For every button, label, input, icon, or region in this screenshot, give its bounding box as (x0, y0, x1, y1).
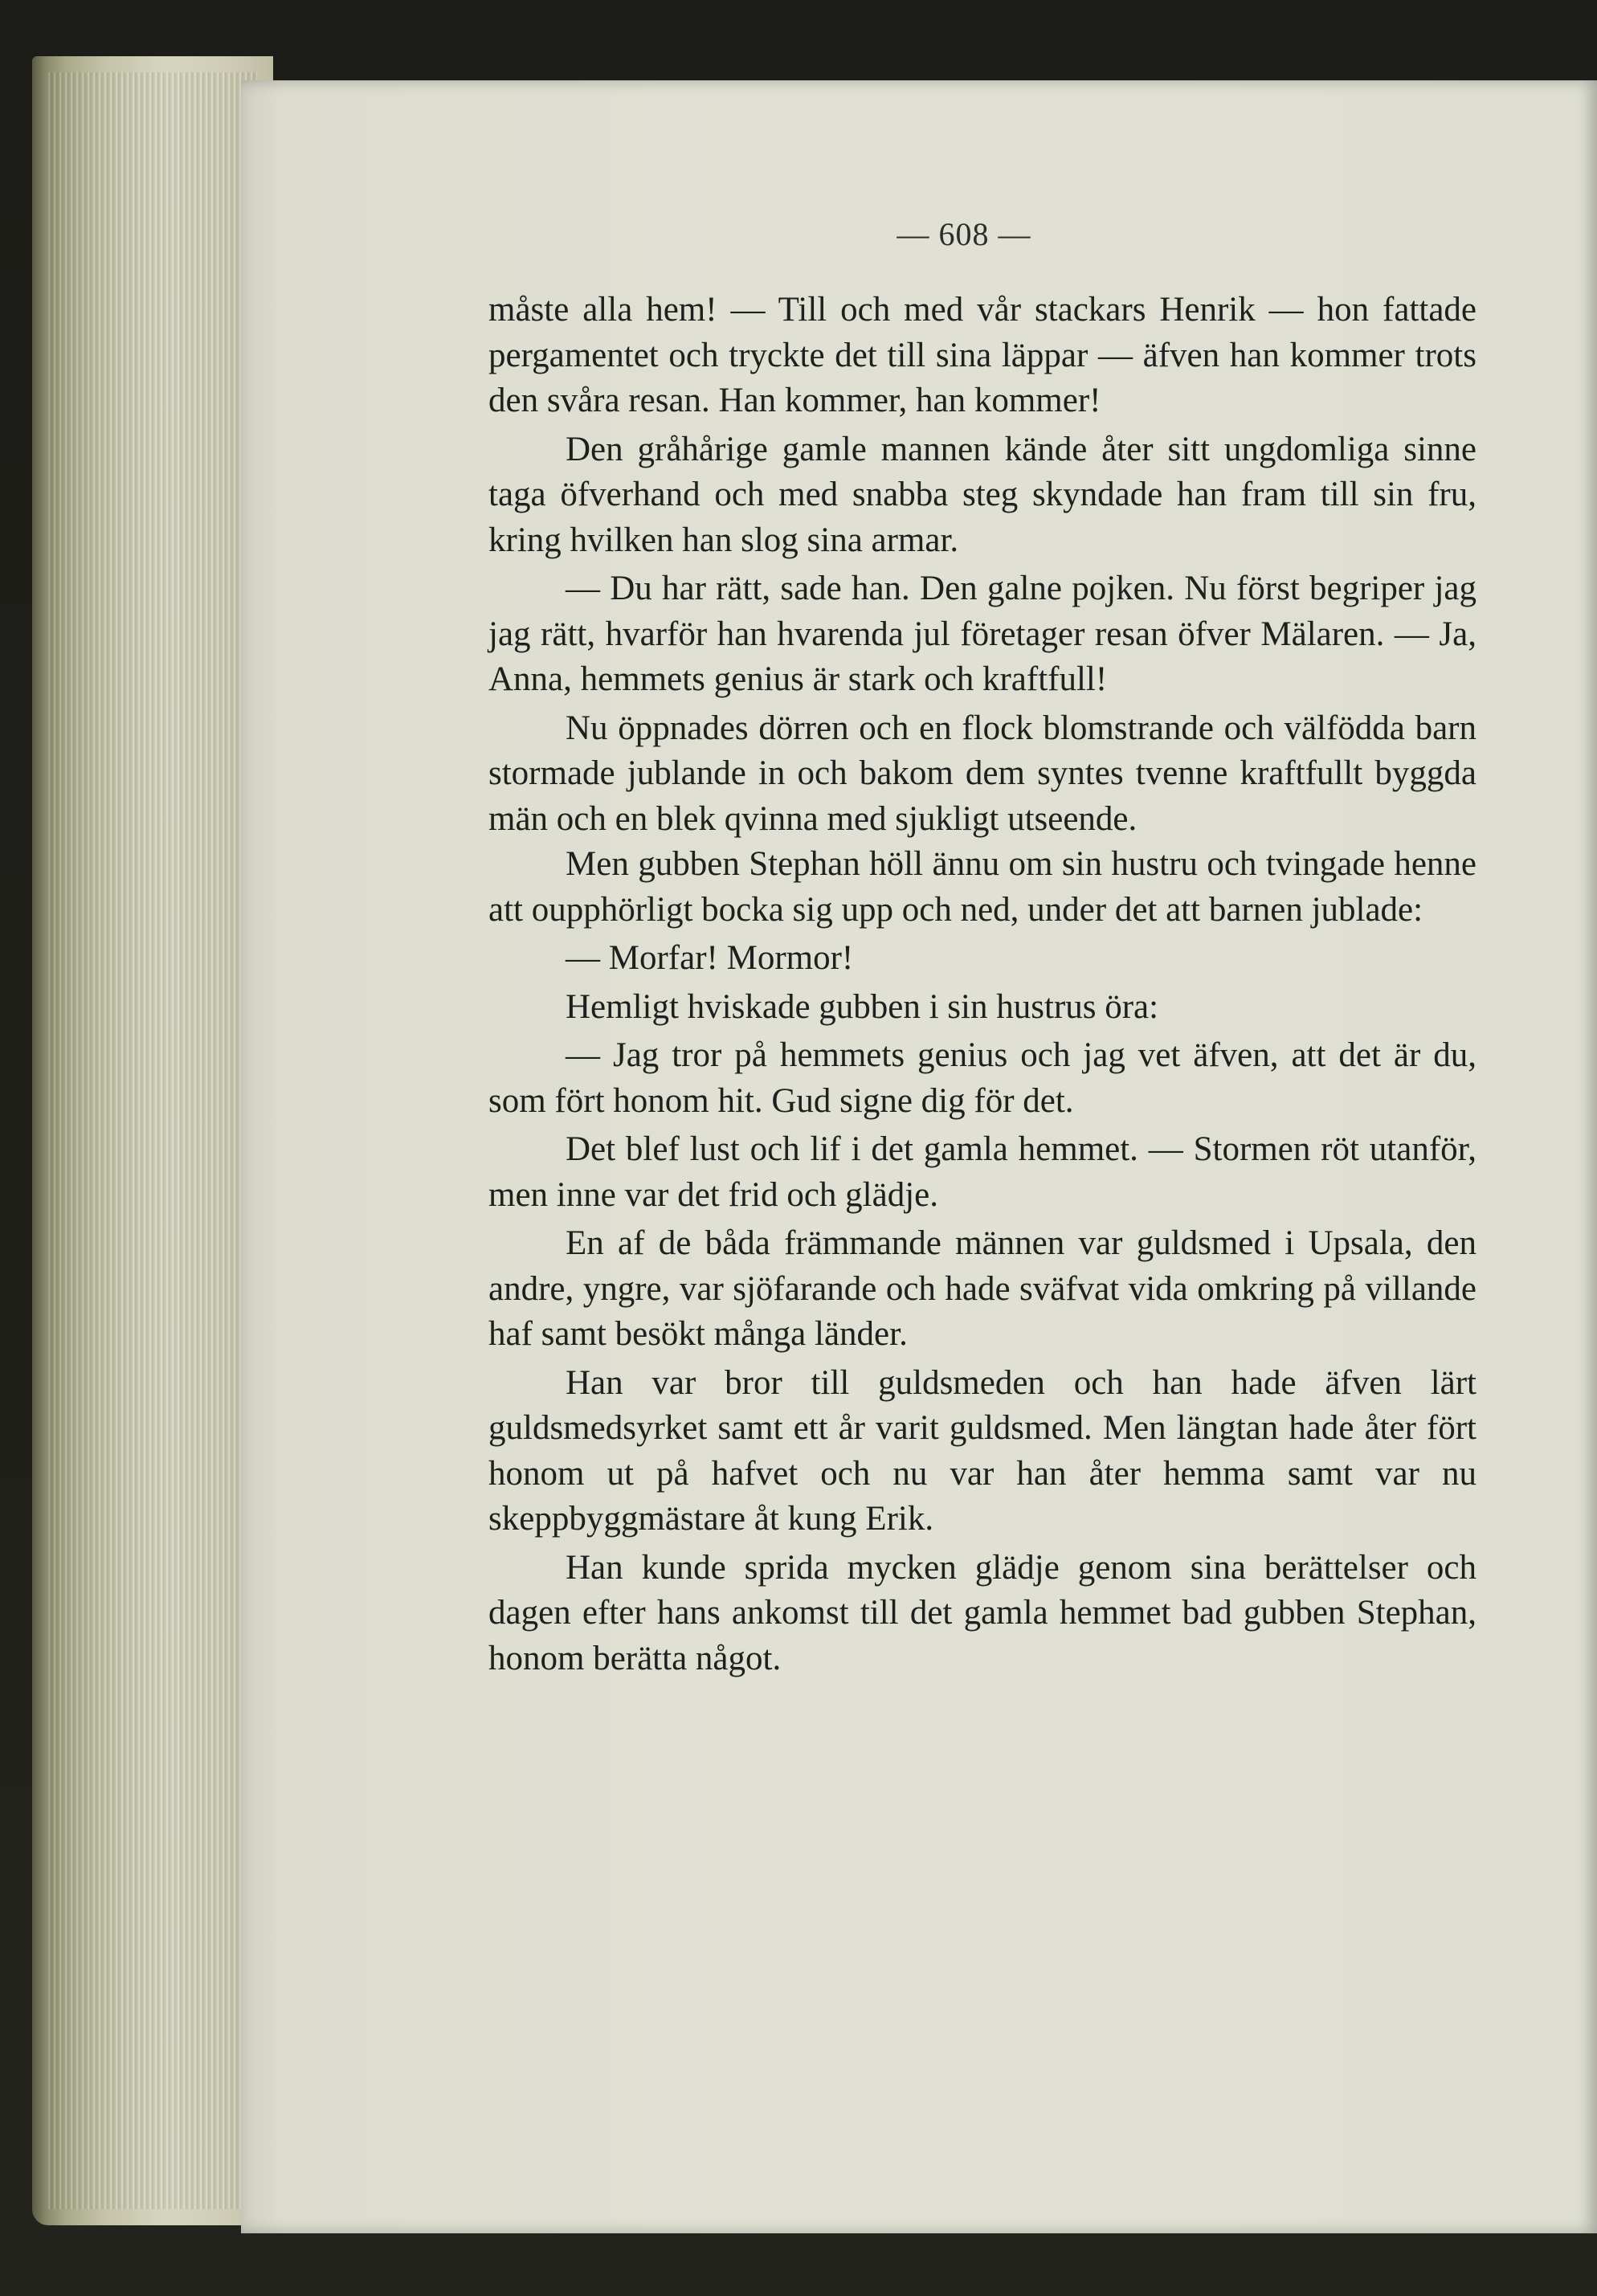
paragraph-3: — Du har rätt, sade han. Den galne pojken. Nu först begriper jag jag rätt, hvarför han hvarenda jul företager resan öfver Mälaren. — Ja, Anna, hemmets genius är stark och kraftfull! (488, 570, 1477, 698)
paragraph-11: Han var bror till guldsmeden och han hade äfven lärt guldsmedsyrket samt ett år varit guldsmed. Men längtan hade åter fört honom ut på hafvet och nu var han åter hemma samt var nu skeppbyggmästare åt kung Erik. (488, 1363, 1477, 1538)
paragraph-6: — Morfar! Mormor! (566, 939, 854, 977)
paragraph-7: Hemligt hviskade gubben i sin hustrus öra: (566, 987, 1159, 1026)
paragraph-4: Nu öppnades dörren och en flock blomstrande och välfödda barn stormade jublande in och bakom dem syntes tvenne kraftfullt byggda män och en blek qvinna med sjukligt utseende. (488, 709, 1477, 838)
paragraph-1: måste alla hem! — Till och med vår stackars Henrik — hon fattade pergamentet och tryckte det till sina läppar — äfven han kommer trots den svåra resan. Han kommer, han kommer! (488, 291, 1477, 419)
page-number: — 608 — (897, 216, 1031, 252)
paragraph-12: Han kunde sprida mycken glädje genom sina berättelser och dagen efter hans ankomst till det gamla hemmet bad gubben Stephan, honom berätta något. (488, 1548, 1477, 1677)
paragraph-5: Men gubben Stephan höll ännu om sin hustru och tvingade henne att oupphörligt bocka sig upp och ned, under det att barnen jublade: (488, 845, 1477, 929)
paragraph-2: Den gråhårige gamle mannen kände åter sitt ungdomliga sinne taga öfverhand och med snabba steg skyndade han fram till sin fru, kring hvilken han slog sina armar. (488, 430, 1477, 559)
paragraph-10: En af de båda främmande männen var guldsmed i Upsala, den andre, yngre, var sjöfarande och hade sväfvat vida omkring på villande haf samt besökt många länder. (488, 1224, 1477, 1353)
page-stack-lines (48, 72, 257, 2209)
paragraph-8: — Jag tror på hemmets genius och jag vet äfven, att det är du, som fört honom hit. Gud signe dig för det. (488, 1036, 1477, 1120)
page-text (488, 288, 1477, 1681)
paragraph-9: Det blef lust och lif i det gamla hemmet. — Stormen röt utanför, men inne var det frid och glädje. (488, 1130, 1477, 1214)
